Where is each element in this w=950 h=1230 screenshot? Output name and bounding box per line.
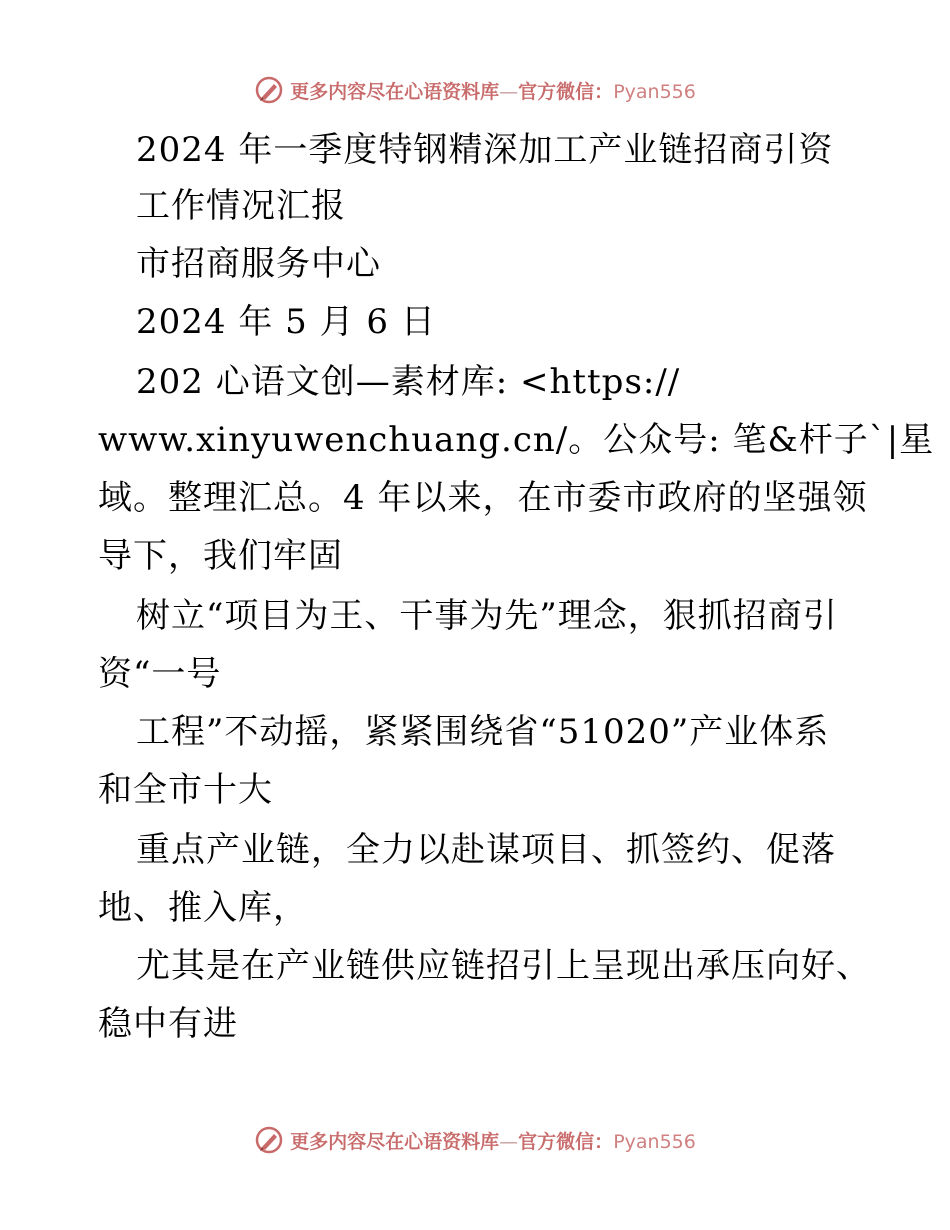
banner-separator: — [499,1130,519,1153]
bottom-banner [0,1120,950,1160]
doc-paragraph-line: 稳中有进 [98,1004,238,1044]
banner-main: 更多内容尽在心语资料库 [290,80,500,103]
pen-logo-icon [254,75,284,105]
banner-text [290,77,696,104]
doc-paragraph-line: 尤其是在产业链供应链招引上呈现出承压向好、 [136,946,871,986]
doc-date: 2024 年 5 月 6 日 [136,302,436,342]
doc-title-line-1: 2024 年一季度特钢精深加工产业链招商引资 [136,130,834,170]
banner-text [290,1127,696,1154]
doc-author: 市招商服务中心 [136,244,381,284]
doc-paragraph-line: 和全市十大 [98,770,273,810]
banner-label: 官方微信： [518,1130,614,1153]
doc-paragraph-line: 域。整理汇总。4 年以来，在市委市政府的坚强领 [98,478,868,518]
doc-paragraph-line: www.xinyuwenchuang.cn/。公众号: 笔&杆子`|星 [98,420,935,460]
banner-separator: — [499,80,519,103]
doc-paragraph-line: 地、推入库， [98,888,308,928]
banner-handle: Pyan556 [613,1130,696,1153]
banner-handle: Pyan556 [613,80,696,103]
doc-paragraph-line: 树立“项目为王、干事为先”理念，狠抓招商引 [136,596,838,636]
top-banner [0,70,950,110]
doc-paragraph-line: 导下，我们牢固 [98,536,343,576]
doc-paragraph-line: 202 心语文创—素材库: <https:// [136,362,681,402]
doc-paragraph-line: 工程”不动摇，紧紧围绕省“51020”产业体系 [136,712,830,752]
doc-paragraph-line: 重点产业链，全力以赴谋项目、抓签约、促落 [136,830,836,870]
doc-paragraph-line: 资“一号 [98,654,222,694]
banner-label: 官方微信： [518,80,614,103]
banner-main: 更多内容尽在心语资料库 [290,1130,500,1153]
doc-title-line-2: 工作情况汇报 [136,186,346,226]
pen-logo-icon [254,1125,284,1155]
